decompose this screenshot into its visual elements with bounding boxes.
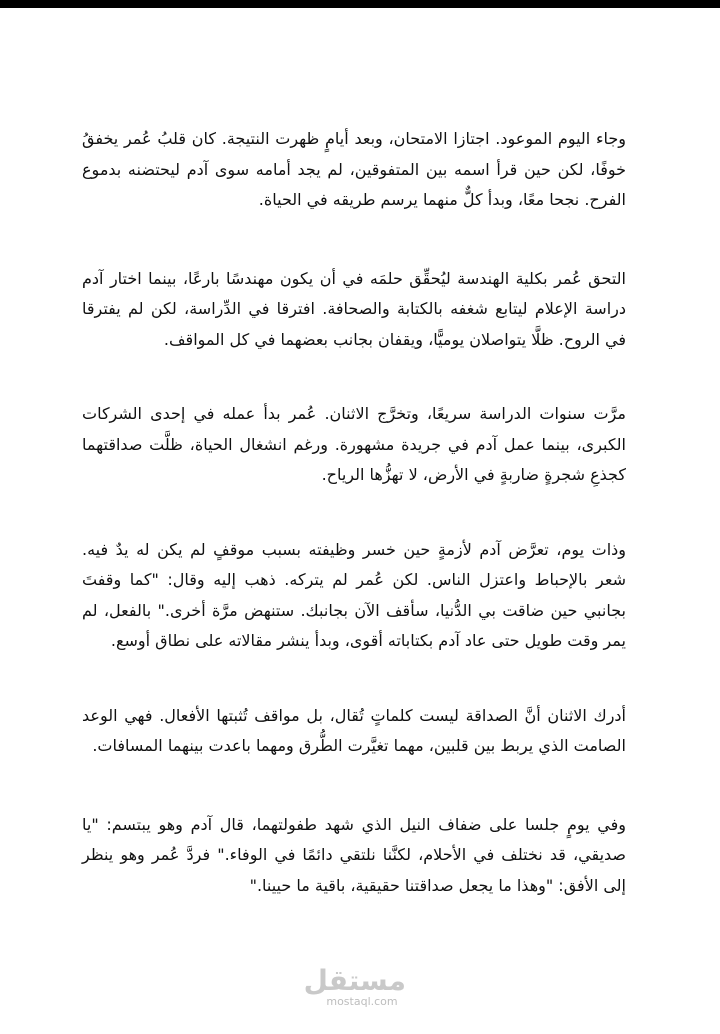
watermark-logo: مستقل	[303, 964, 406, 997]
paragraph-6: وفي يومٍ جلسا على ضفاف النيل الذي شهد طفولتهما، قال آدم وهو يبتسم: "يا صديقي، قد نختلف في الأحلام، لكنَّنا نلتقي دائمًا في الوفاء." فردَّ عُمر وهو ينظر إلى الأفق: "وهذا ما يجعل صداقتنا حقيقية، باقية ما حيينا."	[82, 814, 626, 895]
paragraph-3: مرَّت سنوات الدراسة سريعًا، وتخرَّج الاثنان. عُمر بدأ عمله في إحدى الشركات الكبرى، بينما عمل آدم في جريدة مشهورة. ورغم انشغال الحياة، ظلَّت صداقتهما كجذعِ شجرةٍ ضاربةٍ في الأرض، لا تهزُّها الرياح.	[82, 404, 626, 484]
paragraph-5: أدرك الاثنان أنَّ الصداقة ليست كلماتٍ تُقال، بل مواقف تُثبتها الأفعال. فهي الوعد الصامت الذي يربط بين قلبين، مهما تغيَّرت الطُّرق ومهما باعدت بينهما المسافات.	[82, 705, 626, 755]
document-body	[82, 124, 626, 901]
paragraph-2: التحق عُمر بكلية الهندسة ليُحقِّق حلمَه في أن يكون مهندسًا بارعًا، بينما اختار آدم دراسة الإعلام ليتابع شغفه بالكتابة والصحافة. افترقا في الدِّراسة، لكن لم يفترقا في الروح. ظلَّا يتواصلان يوميًّا، ويقفان بجانب بعضهما في كل المواقف.	[82, 268, 626, 349]
paragraph-4: وذات يوم، تعرَّض آدم لأزمةٍ حين خسر وظيفته بسبب موقفٍ لم يكن له يدٌ فيه. شعر بالإحباط واعتزل الناس. لكن عُمر لم يتركه. ذهب إليه وقال: "كما وقفتَ بجانبي حين ضاقت بي الدُّنيا، سأقف الآن بجانبك. ستنهض مرَّة أخرى." بالفعل، لم يمر وقت طويل حتى عاد آدم بكتاباته أقوى، وبدأ ينشر مقالاته على نطاق أوسع.	[82, 539, 626, 650]
top-border-bar	[0, 0, 720, 8]
mostaql-watermark	[303, 964, 406, 1008]
paragraph-1: وجاء اليوم الموعود. اجتازا الامتحان، وبعد أيامٍ ظهرت النتيجة. كان قلبُ عُمر يخفقُ خوفًا، لكن حين قرأ اسمه بين المتفوقين، لم يجد أمامه سوى آدم ليحتضنه بدموع الفرح. نجحا معًا، وبدأ كلٌّ منهما يرسم طريقه في الحياة.	[82, 129, 626, 209]
watermark-url: mostaql.com	[326, 995, 398, 1008]
